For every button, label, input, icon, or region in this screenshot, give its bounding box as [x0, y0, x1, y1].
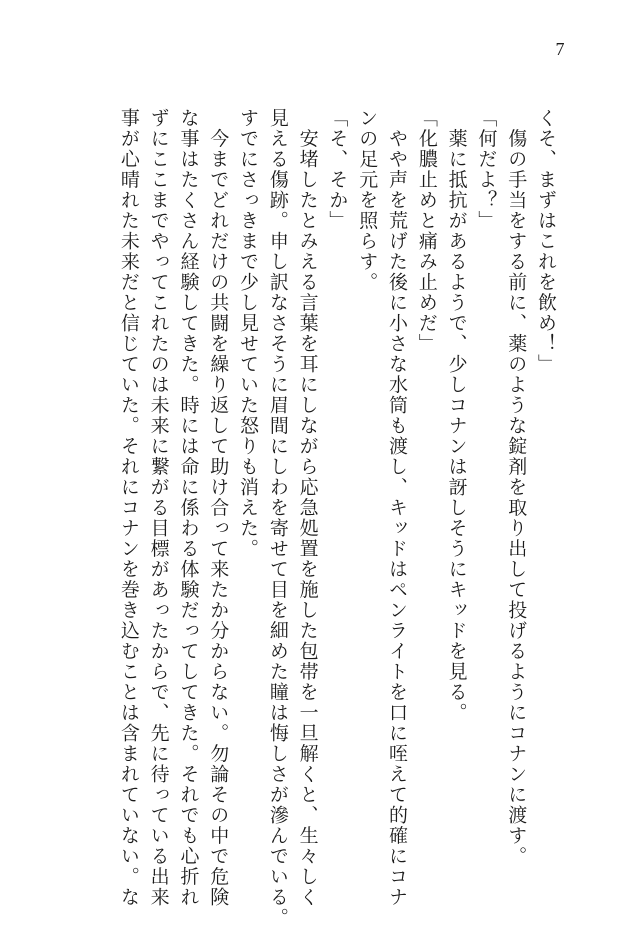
text-line: 安堵したとみえる言葉を耳にしながら応急処置を施した包帯を一旦解くと、生々しく [296, 108, 319, 908]
text-line: 今までどれだけの共闘を繰り返して助け合って来たか分からない。勿論その中で危険 [207, 108, 230, 908]
text-line: 事が心晴れた未来だと信じていた。それにコナンを巻き込むことは含まれていない。な [117, 108, 140, 908]
page-number: 7 [555, 39, 565, 59]
text-line: 薬に抵抗があるようで、少しコナンは訝しそうにキッドを見る。 [445, 108, 468, 723]
text-line: 「化膿止めと痛み止めだ」 [415, 108, 438, 354]
text-line: 見える傷跡。申し訳なさそうに眉間にしわを寄せて目を細めた瞳は悔しさが滲んでいる。 [266, 108, 289, 928]
text-line: やや声を荒げた後に小さな水筒も渡し、キッドはペンライトを口に咥えて的確にコナ [386, 108, 409, 908]
text-line: ずにここまでやってこれたのは未来に繋がる目標があったからで、先に待っている出来 [147, 108, 170, 908]
text-line: ンの足元を照らす。 [356, 108, 379, 293]
text-line: くそ、まずはこれを飲め！」 [535, 108, 557, 375]
text-line: 「そ、そか」 [326, 108, 349, 231]
text-line: すでにさっきまで少し見せていた怒りも消えた。 [237, 108, 260, 559]
body-text [60, 108, 560, 928]
text-line: 傷の手当をする前に、薬のような錠剤を取り出して投げるようにコナンに渡す。 [505, 108, 528, 867]
text-line: 「何だよ？」 [475, 108, 498, 231]
text-line: な事はたくさん経験してきた。時には命に係わる体験だってしてきた。それでも心折れ [177, 108, 200, 908]
